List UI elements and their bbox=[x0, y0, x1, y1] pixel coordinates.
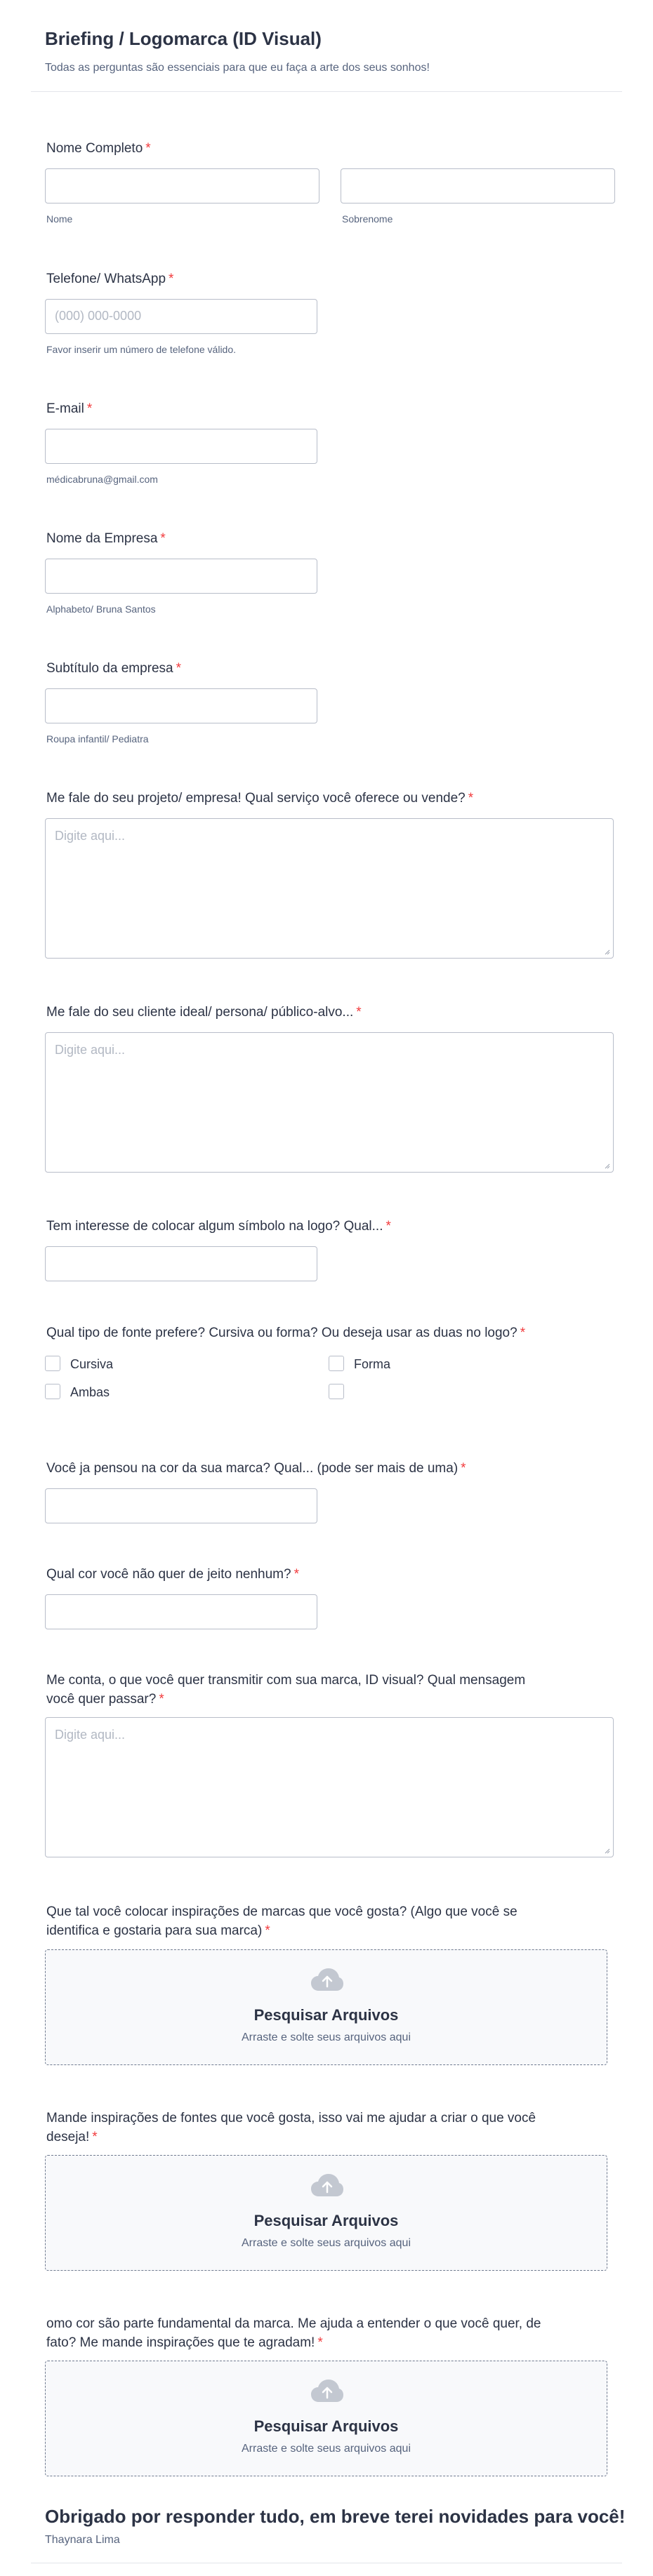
checkbox-other[interactable] bbox=[329, 1384, 344, 1399]
first-name-sublabel: Nome bbox=[46, 213, 73, 225]
upload-title[interactable]: Pesquisar Arquivos bbox=[253, 2417, 399, 2435]
required-mark: * bbox=[293, 1567, 299, 1582]
cloud-upload-icon bbox=[310, 1967, 344, 1994]
required-mark: * bbox=[468, 791, 474, 806]
color-inspirations-upload[interactable] bbox=[45, 2361, 607, 2476]
color-inspirations-label-line1: omo cor são parte fundamental da marca. Me ajuda a entender o que você quer, de bbox=[46, 2316, 541, 2331]
color-inspirations-label: fato? Me mande inspirações que te agradam! * bbox=[46, 2335, 323, 2350]
option-label-ambas: Ambas bbox=[70, 1385, 110, 1399]
brand-color-input[interactable] bbox=[45, 1488, 317, 1523]
required-mark: * bbox=[169, 272, 174, 286]
option-label-cursiva: Cursiva bbox=[70, 1357, 114, 1371]
thank-you-heading: Obrigado por responder tudo, em breve terei novidades para você! bbox=[45, 2506, 626, 2527]
font-type-label: Qual tipo de fonte prefere? Cursiva ou forma? Ou deseja usar as duas no logo? * bbox=[46, 1326, 526, 1340]
checkbox-cursiva[interactable] bbox=[45, 1356, 60, 1371]
company-name-sublabel: Alphabeto/ Bruna Santos bbox=[46, 603, 156, 615]
project-textarea[interactable] bbox=[45, 818, 614, 959]
email-sublabel: médicabruna@gmail.com bbox=[46, 474, 158, 485]
message-placeholder: Digite aqui... bbox=[55, 1728, 126, 1742]
message-textarea[interactable] bbox=[45, 1717, 614, 1857]
header-divider bbox=[31, 91, 622, 92]
required-mark: * bbox=[461, 1461, 466, 1476]
upload-subtitle: Arraste e solte seus arquivos aqui bbox=[241, 2443, 411, 2455]
form-title: Briefing / Logomarca (ID Visual) bbox=[45, 28, 322, 49]
required-mark: * bbox=[160, 531, 166, 546]
upload-subtitle: Arraste e solte seus arquivos aqui bbox=[241, 2031, 411, 2043]
required-mark: * bbox=[159, 1692, 164, 1707]
font-inspirations-label-line1: Mande inspirações de fontes que você gosta, isso vai me ajudar a criar o que você bbox=[46, 2111, 536, 2125]
required-mark: * bbox=[520, 1326, 526, 1340]
avoid-color-label: Qual cor você não quer de jeito nenhum? * bbox=[46, 1567, 299, 1582]
required-mark: * bbox=[176, 661, 182, 676]
phone-label: Telefone/ WhatsApp * bbox=[46, 272, 174, 286]
first-name-input[interactable] bbox=[45, 168, 319, 203]
required-mark: * bbox=[92, 2130, 98, 2144]
cloud-upload-icon bbox=[310, 2378, 344, 2405]
checkbox-forma[interactable] bbox=[329, 1356, 344, 1371]
resize-handle-icon[interactable] bbox=[603, 948, 610, 955]
phone-placeholder: (000) 000-0000 bbox=[55, 309, 142, 323]
resize-handle-icon[interactable] bbox=[603, 1847, 610, 1854]
required-mark: * bbox=[145, 141, 151, 156]
phone-sublabel: Favor inserir um número de telefone válido. bbox=[46, 344, 237, 355]
upload-title[interactable]: Pesquisar Arquivos bbox=[253, 2212, 399, 2229]
client-placeholder: Digite aqui... bbox=[55, 1043, 126, 1057]
company-subtitle-sublabel: Roupa infantil/ Pediatra bbox=[46, 733, 149, 745]
required-mark: * bbox=[86, 401, 93, 416]
symbol-label: Tem interesse de colocar algum símbolo na logo? Qual... * bbox=[46, 1219, 391, 1234]
form-subtitle: Todas as perguntas são essenciais para que eu faça a arte dos seus sonhos! bbox=[45, 62, 430, 74]
required-mark: * bbox=[385, 1219, 391, 1234]
full-name-label: Nome Completo * bbox=[46, 141, 151, 156]
company-name-label: Nome da Empresa * bbox=[46, 531, 166, 546]
option-label-forma: Forma bbox=[354, 1357, 391, 1371]
message-label-line1: Me conta, o que você quer transmitir com sua marca, ID visual? Qual mensagem bbox=[46, 1673, 526, 1688]
signature: Thaynara Lima bbox=[45, 2534, 120, 2546]
brand-inspirations-label: identifica e gostaria para sua marca) * bbox=[46, 1923, 270, 1938]
required-mark: * bbox=[356, 1005, 362, 1020]
cloud-upload-icon bbox=[310, 2173, 344, 2199]
required-mark: * bbox=[317, 2335, 323, 2350]
company-subtitle-input[interactable] bbox=[45, 688, 317, 723]
font-inspirations-upload[interactable] bbox=[45, 2155, 607, 2271]
email-input[interactable] bbox=[45, 429, 317, 464]
client-textarea[interactable] bbox=[45, 1032, 614, 1173]
upload-title[interactable]: Pesquisar Arquivos bbox=[253, 2006, 399, 2024]
phone-input[interactable] bbox=[45, 299, 317, 334]
client-label: Me fale do seu cliente ideal/ persona/ público-alvo... * bbox=[46, 1005, 362, 1020]
upload-subtitle: Arraste e solte seus arquivos aqui bbox=[241, 2237, 411, 2249]
font-inspirations-label: deseja! * bbox=[46, 2130, 98, 2144]
project-placeholder: Digite aqui... bbox=[55, 829, 126, 843]
avoid-color-input[interactable] bbox=[45, 1594, 317, 1629]
resize-handle-icon[interactable] bbox=[603, 1162, 610, 1169]
project-label: Me fale do seu projeto/ empresa! Qual serviço você oferece ou vende? * bbox=[46, 791, 474, 806]
brand-inspirations-upload[interactable] bbox=[45, 1949, 607, 2065]
last-name-input[interactable] bbox=[341, 168, 615, 203]
required-mark: * bbox=[265, 1923, 270, 1938]
last-name-sublabel: Sobrenome bbox=[342, 213, 393, 225]
symbol-input[interactable] bbox=[45, 1246, 317, 1281]
brand-color-label: Você ja pensou na cor da sua marca? Qual... (pode ser mais de uma) * bbox=[46, 1461, 466, 1476]
company-name-input[interactable] bbox=[45, 559, 317, 594]
email-label: E-mail * bbox=[46, 401, 93, 416]
company-subtitle-label: Subtítulo da empresa * bbox=[46, 661, 182, 676]
message-label: você quer passar? * bbox=[46, 1692, 164, 1707]
checkbox-ambas[interactable] bbox=[45, 1384, 60, 1399]
brand-inspirations-label-line1: Que tal você colocar inspirações de marcas que você gosta? (Algo que você se bbox=[46, 1904, 517, 1919]
